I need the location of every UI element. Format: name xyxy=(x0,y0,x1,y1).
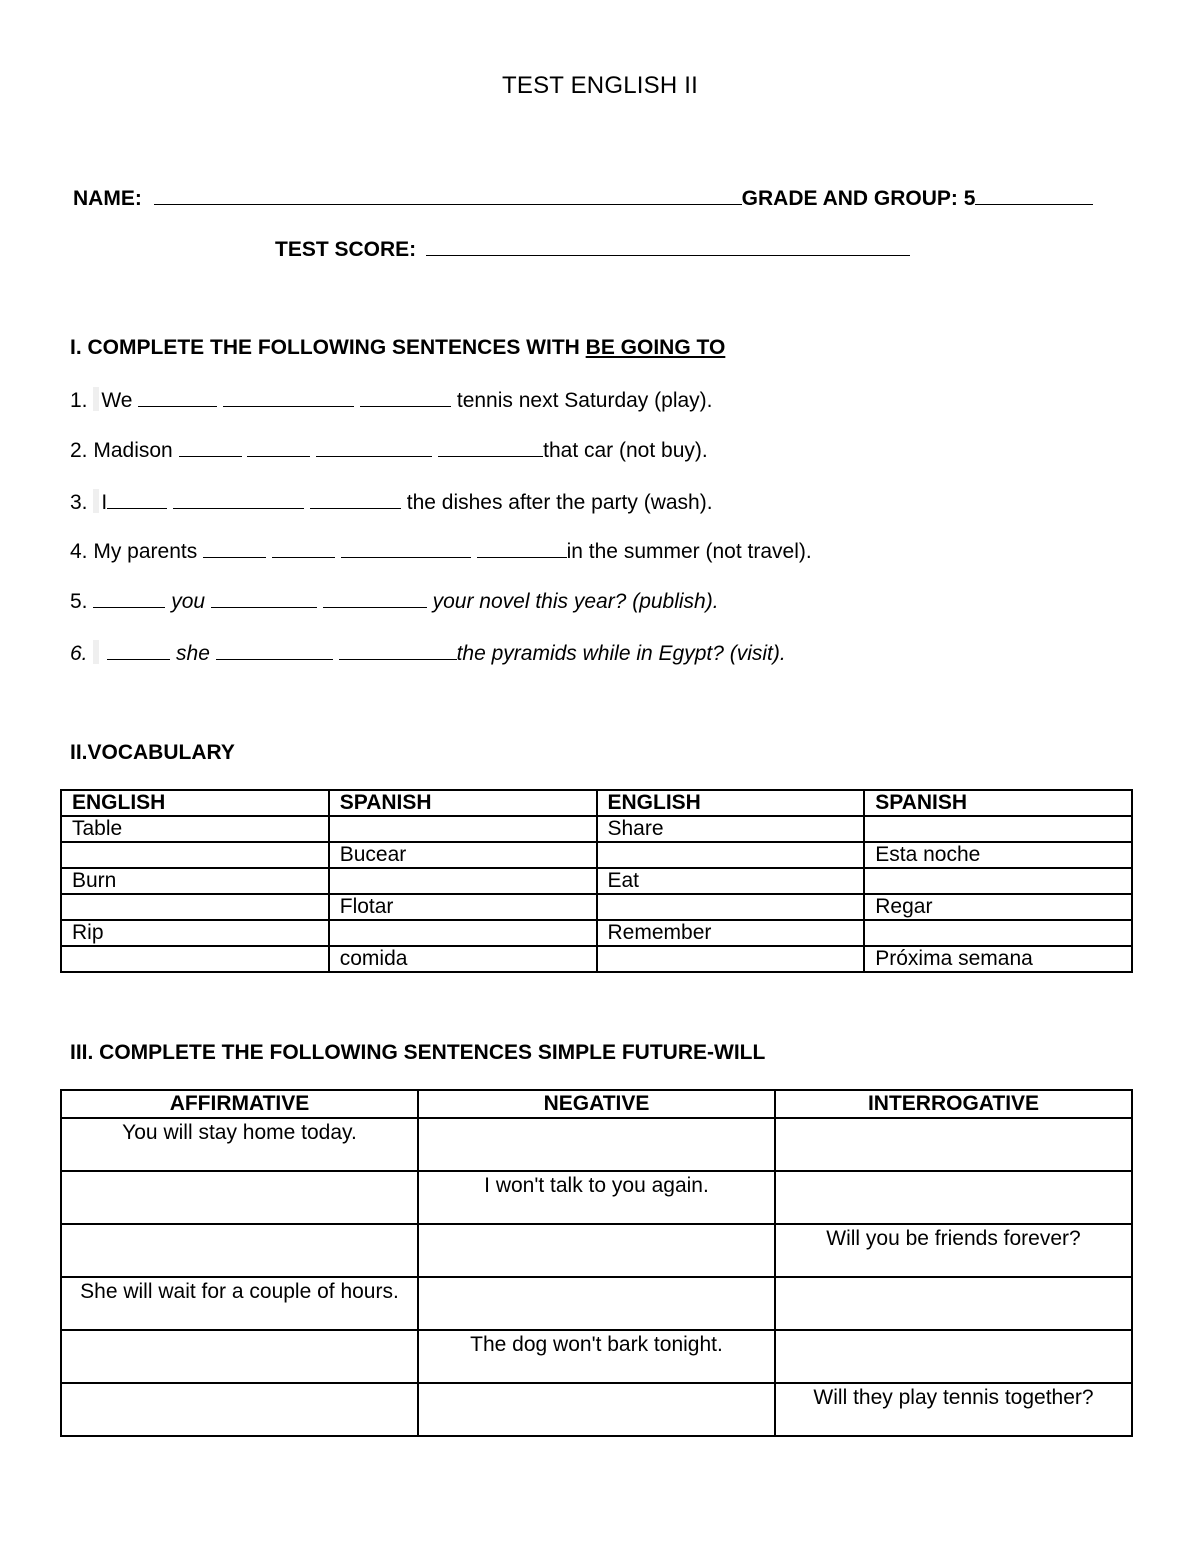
table-cell: She will wait for a couple of hours. xyxy=(61,1277,418,1330)
name-label: NAME: xyxy=(73,187,142,210)
table-cell: Will they play tennis together? xyxy=(775,1383,1132,1436)
table-row xyxy=(61,842,1132,868)
table-cell: Share xyxy=(597,816,865,842)
item-number: 4. xyxy=(70,540,88,563)
grade-field[interactable] xyxy=(975,184,1093,205)
table-cell[interactable] xyxy=(61,842,329,868)
margin-mark xyxy=(93,640,99,664)
table-cell[interactable] xyxy=(864,816,1132,842)
table-cell[interactable] xyxy=(864,868,1132,894)
item-text: the pyramids while in Egypt? (visit). xyxy=(456,642,786,665)
item-number: 3. xyxy=(70,491,88,514)
margin-mark xyxy=(93,489,99,513)
grade-label: GRADE AND GROUP: 5 xyxy=(741,187,976,210)
table-cell: I won't talk to you again. xyxy=(418,1171,775,1224)
table-row xyxy=(61,868,1132,894)
section-1-title xyxy=(70,336,725,360)
table-row xyxy=(61,1118,1132,1171)
answer-blank[interactable] xyxy=(316,438,432,457)
item-number: 6. xyxy=(70,642,88,665)
sentence-3 xyxy=(70,489,713,515)
answer-blank[interactable] xyxy=(138,388,217,407)
column-header: SPANISH xyxy=(329,790,597,816)
item-number: 5. xyxy=(70,590,88,613)
answer-blank[interactable] xyxy=(223,388,354,407)
item-subject: My parents xyxy=(93,540,198,563)
table-cell: The dog won't bark tonight. xyxy=(418,1330,775,1383)
item-text: in the summer (not travel). xyxy=(566,540,812,563)
answer-blank[interactable] xyxy=(107,490,167,509)
table-row xyxy=(61,920,1132,946)
future-will-table xyxy=(60,1089,1133,1437)
table-cell[interactable] xyxy=(775,1277,1132,1330)
table-cell[interactable] xyxy=(418,1118,775,1171)
table-cell[interactable] xyxy=(61,1383,418,1436)
margin-mark xyxy=(93,387,99,411)
table-cell: Remember xyxy=(597,920,865,946)
sentence-4 xyxy=(70,539,812,564)
vocabulary-table xyxy=(60,789,1133,973)
table-cell: Bucear xyxy=(329,842,597,868)
table-cell: Esta noche xyxy=(864,842,1132,868)
answer-blank[interactable] xyxy=(93,589,165,608)
table-row xyxy=(61,1277,1132,1330)
table-row xyxy=(61,894,1132,920)
table-cell[interactable] xyxy=(61,1224,418,1277)
section-1-title-text: I. COMPLETE THE FOLLOWING SENTENCES WITH xyxy=(70,336,586,359)
score-label: TEST SCORE: xyxy=(275,238,417,261)
table-row xyxy=(61,1224,1132,1277)
table-row xyxy=(61,946,1132,972)
answer-blank[interactable] xyxy=(211,589,317,608)
item-subject: Madison xyxy=(93,439,173,462)
item-text: that car (not buy). xyxy=(543,439,708,462)
table-cell[interactable] xyxy=(329,816,597,842)
item-text: your novel this year? (publish). xyxy=(432,590,719,613)
table-cell: Will you be friends forever? xyxy=(775,1224,1132,1277)
table-cell[interactable] xyxy=(864,920,1132,946)
table-cell[interactable] xyxy=(775,1118,1132,1171)
column-header: ENGLISH xyxy=(61,790,329,816)
table-cell: You will stay home today. xyxy=(61,1118,418,1171)
table-row xyxy=(61,1171,1132,1224)
table-row xyxy=(61,1330,1132,1383)
table-cell[interactable] xyxy=(329,868,597,894)
score-row xyxy=(275,235,910,262)
table-cell: Flotar xyxy=(329,894,597,920)
item-subject: We xyxy=(101,389,133,412)
item-text: tennis next Saturday (play). xyxy=(456,389,713,412)
sentence-5 xyxy=(70,589,719,614)
sentence-2 xyxy=(70,438,708,463)
item-text: the dishes after the party (wash). xyxy=(406,491,713,514)
answer-blank[interactable] xyxy=(216,641,333,660)
table-cell[interactable] xyxy=(418,1224,775,1277)
table-cell[interactable] xyxy=(418,1277,775,1330)
table-cell[interactable] xyxy=(597,842,865,868)
answer-blank[interactable] xyxy=(173,490,304,509)
table-cell: Burn xyxy=(61,868,329,894)
column-header: NEGATIVE xyxy=(418,1090,775,1118)
sentence-1 xyxy=(70,387,713,413)
item-number: 1. xyxy=(70,389,88,412)
table-cell[interactable] xyxy=(61,1330,418,1383)
item-subject: I xyxy=(101,491,108,514)
column-header: ENGLISH xyxy=(597,790,865,816)
answer-blank[interactable] xyxy=(310,490,401,509)
table-cell[interactable] xyxy=(775,1330,1132,1383)
answer-blank[interactable] xyxy=(323,589,427,608)
column-header: INTERROGATIVE xyxy=(775,1090,1132,1118)
name-row xyxy=(73,184,1093,211)
table-cell[interactable] xyxy=(329,920,597,946)
score-field[interactable] xyxy=(426,235,910,256)
answer-blank[interactable] xyxy=(107,641,170,660)
answer-blank[interactable] xyxy=(179,438,242,457)
section-2-title: II.VOCABULARY xyxy=(70,741,235,764)
section-3-title: III. COMPLETE THE FOLLOWING SENTENCES SIMPLE FUTURE-WILL xyxy=(70,1041,766,1064)
answer-blank[interactable] xyxy=(438,438,543,457)
answer-blank[interactable] xyxy=(203,539,266,558)
table-cell[interactable] xyxy=(61,1171,418,1224)
table-cell: Rip xyxy=(61,920,329,946)
table-row xyxy=(61,1383,1132,1436)
answer-blank[interactable] xyxy=(360,388,451,407)
answer-blank[interactable] xyxy=(247,438,310,457)
table-header-row xyxy=(61,790,1132,816)
name-field[interactable] xyxy=(154,184,742,205)
table-header-row xyxy=(61,1090,1132,1118)
table-cell[interactable] xyxy=(775,1171,1132,1224)
table-cell: Eat xyxy=(597,868,865,894)
item-number: 2. xyxy=(70,439,88,462)
table-row xyxy=(61,816,1132,842)
section-1-title-keyword: BE GOING TO xyxy=(585,336,726,359)
table-cell: Table xyxy=(61,816,329,842)
item-subject: you xyxy=(171,590,206,613)
answer-blank[interactable] xyxy=(477,539,567,558)
column-header: SPANISH xyxy=(864,790,1132,816)
item-subject: she xyxy=(176,642,210,665)
table-cell[interactable] xyxy=(597,894,865,920)
sentence-6 xyxy=(70,640,786,666)
answer-blank[interactable] xyxy=(341,539,471,558)
table-cell[interactable] xyxy=(61,894,329,920)
table-cell: comida xyxy=(329,946,597,972)
column-header: AFFIRMATIVE xyxy=(61,1090,418,1118)
page-title: TEST ENGLISH II xyxy=(502,72,698,99)
answer-blank[interactable] xyxy=(272,539,335,558)
table-cell[interactable] xyxy=(61,946,329,972)
table-cell[interactable] xyxy=(418,1383,775,1436)
table-cell: Próxima semana xyxy=(864,946,1132,972)
answer-blank[interactable] xyxy=(339,641,457,660)
table-cell[interactable] xyxy=(597,946,865,972)
table-cell: Regar xyxy=(864,894,1132,920)
